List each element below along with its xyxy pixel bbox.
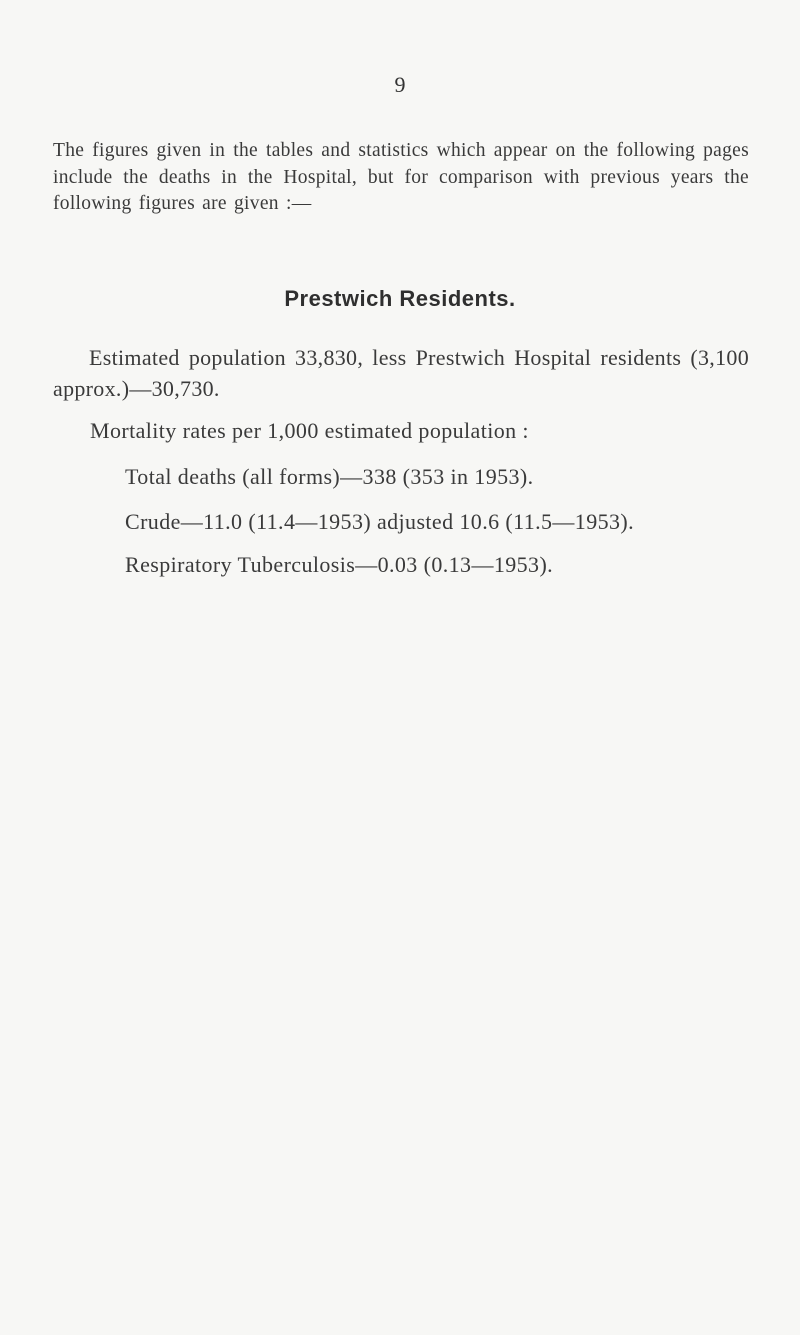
intro-paragraph: The figures given in the tables and statistics which appear on the following pages include the deaths in the Hospital, but for comparison with previous years the following figures are given :— [53, 140, 749, 214]
rate-crude: Crude—11.0 (11.4—1953) adjusted 10.6 (11.5—1953). [125, 509, 635, 534]
page-number: 9 [394, 72, 406, 97]
rate-total-deaths: Total deaths (all forms)—338 (353 in 1953). [125, 464, 534, 489]
rate-respiratory-tuberculosis: Respiratory Tuberculosis—0.03 (0.13—1953). [125, 552, 554, 577]
section-heading: Prestwich Residents. [284, 286, 516, 311]
mortality-heading: Mortality rates per 1,000 estimated population : [90, 418, 529, 443]
population-paragraph: Estimated population 33,830, less Prestwich Hospital residents (3,100 approx.)—30,730. [53, 345, 749, 401]
